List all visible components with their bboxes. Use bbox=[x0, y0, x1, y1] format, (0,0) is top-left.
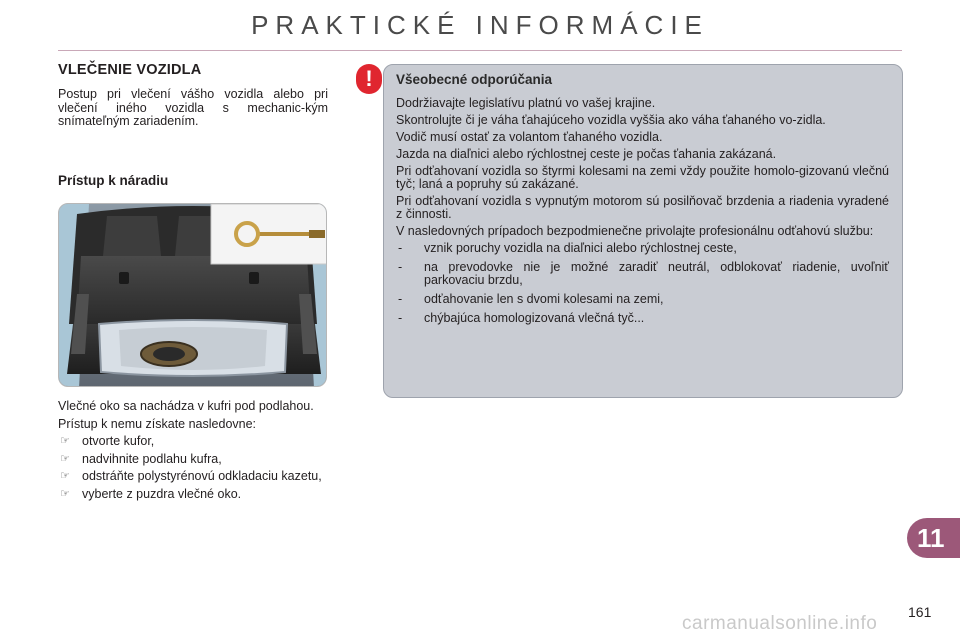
list-item: ☞ nadvihnite podlahu kufra, bbox=[60, 451, 222, 466]
warning-title: Všeobecné odporúčania bbox=[396, 72, 553, 87]
page-number: 161 bbox=[908, 604, 932, 620]
warning-paragraph: Skontrolujte či je váha ťahajúceho vozidla vyššia ako váha ťahaného vo-zidla. bbox=[396, 113, 826, 127]
warning-box bbox=[383, 64, 903, 398]
dash-marker: - bbox=[398, 292, 403, 306]
warning-paragraph: Jazda na diaľnici alebo rýchlostnej ceste je počas ťahania zakázaná. bbox=[396, 147, 777, 161]
pointing-hand-icon: ☞ bbox=[60, 452, 70, 465]
list-item: - vznik poruchy vozidla na diaľnici alebo rýchlostnej ceste, bbox=[398, 241, 737, 255]
dash-marker: - bbox=[398, 311, 403, 325]
dash-marker: - bbox=[398, 241, 403, 255]
intro-text: Postup pri vlečení vášho vozidla alebo pri vlečení iného vozidla s mechanic-kým snímateľným zariadením. bbox=[58, 87, 328, 128]
chapter-number: 11 bbox=[917, 522, 945, 553]
chapter-tab bbox=[907, 518, 960, 558]
watermark: carmanualsonline.info bbox=[682, 613, 878, 634]
exclamation-icon: ! bbox=[356, 64, 382, 94]
list-item: ☞ odstráňte polystyrénovú odkladaciu kazetu, bbox=[60, 469, 322, 483]
subsection-title: Prístup k náradiu bbox=[58, 173, 169, 188]
pointing-hand-icon: ☞ bbox=[60, 487, 70, 500]
list-item: ☞ vyberte z puzdra vlečné oko. bbox=[60, 486, 242, 501]
towing-section bbox=[58, 60, 328, 129]
dash-marker: - bbox=[398, 260, 403, 274]
page-title: PRAKTICKÉ INFORMÁCIE bbox=[251, 10, 709, 40]
pointing-hand-icon: ☞ bbox=[60, 435, 70, 447]
warning-paragraph: Pri odťahovaní vozidla s vypnutým motorom sú posilňovač brzdenia a riadenia vyradené z činnosti. bbox=[396, 194, 889, 221]
warning-paragraph: Pri odťahovaní vozidla so štyrmi kolesami na zemi vždy použite homolo-gizovanú vlečnú tyč; laná a popruhy sú zakázané. bbox=[396, 164, 889, 191]
warning-list bbox=[396, 242, 889, 325]
pointing-hand-icon: ☞ bbox=[60, 470, 70, 482]
warning-paragraph: Vodič musí ostať za volantom ťahaného vozidla. bbox=[396, 130, 663, 144]
header-divider bbox=[58, 50, 902, 51]
warning-paragraph: V nasledovných prípadoch bezpodmienečne privolajte profesionálnu odťahovú službu: bbox=[396, 224, 874, 238]
trunk-photo bbox=[58, 203, 327, 387]
steps-list bbox=[58, 435, 328, 501]
list-item: - chýbajúca homologizovaná vlečná tyč... bbox=[398, 311, 645, 325]
tool-access-text bbox=[58, 400, 328, 505]
location-text: Vlečné oko sa nachádza v kufri pod podlahou. bbox=[58, 399, 314, 413]
list-item: ☞ otvorte kufor, bbox=[60, 434, 155, 448]
list-item: - odťahovanie len s dvomi kolesami na zemi, bbox=[398, 292, 664, 306]
access-text: Prístup k nemu získate nasledovne: bbox=[58, 416, 257, 431]
warning-paragraph: Dodržiavajte legislatívu platnú vo vašej krajine. bbox=[396, 96, 656, 110]
section-title: VLEČENIE VOZIDLA bbox=[58, 62, 202, 78]
list-item: - na prevodovke nie je možné zaradiť neutrál, odblokovať riadenie, uvoľniť parkovaciu brzdu, bbox=[398, 260, 889, 287]
